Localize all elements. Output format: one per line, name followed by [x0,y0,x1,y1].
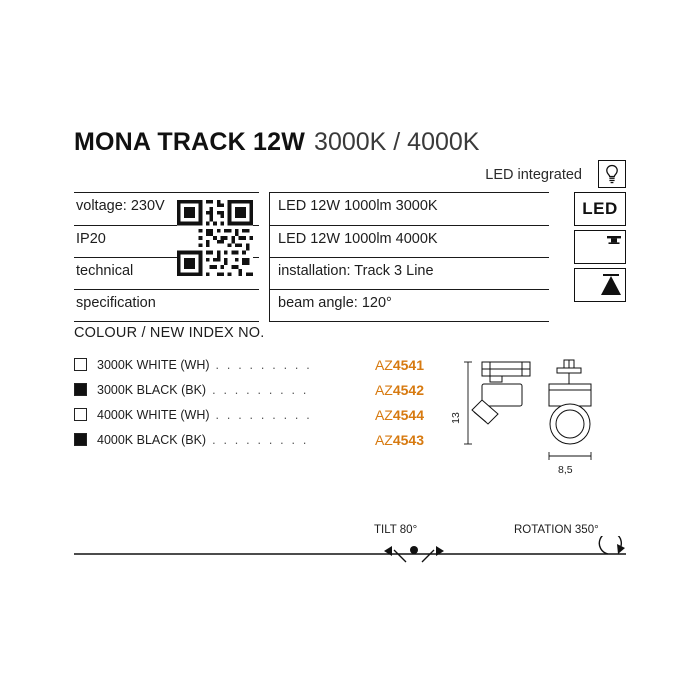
colour-swatch-black [74,433,87,446]
colour-swatch-white [74,408,87,421]
bulb-icon [598,160,626,188]
dot-leader: . . . . . . . . . [215,407,312,422]
colour-swatch-black [74,383,87,396]
beam-angle-icon [574,268,626,302]
page-title [74,128,479,157]
spec-technical-label: technical [76,263,134,279]
list-item[interactable] [74,427,424,452]
product-code[interactable]: AZ4542 [374,381,424,398]
colour-name: 4000K WHITE (WH) [97,407,210,422]
product-code[interactable]: AZ4541 [374,356,424,373]
colour-swatch-white [74,358,87,371]
tilt-label: TILT 80° [374,524,418,536]
spec-led-4000k: LED 12W 1000lm 4000K [278,231,438,247]
dimension-drawing [449,352,632,492]
feature-icons [574,192,626,306]
colour-name: 3000K BLACK (BK) [97,382,207,397]
dot-leader: . . . . . . . . . [212,382,309,397]
specification-table [74,192,626,311]
dot-leader: . . . . . . . . . [212,432,309,447]
dimension-width: 8,5 [558,464,573,476]
ceiling-mount-icon [574,230,626,264]
product-color-temperatures: 3000K / 4000K [314,128,480,156]
list-item[interactable] [74,402,424,427]
product-code[interactable]: AZ4544 [374,406,424,423]
qr-code [177,200,253,276]
led-badge-icon: LED [574,192,626,226]
dot-leader: . . . . . . . . . [215,357,312,372]
rotation-label: ROTATION 350° [514,524,599,536]
product-code[interactable]: AZ4543 [374,431,424,448]
colour-section-heading: COLOUR / NEW INDEX NO. [74,325,265,341]
spec-voltage: voltage: 230V [76,198,165,214]
spec-led-3000k: LED 12W 1000lm 3000K [278,198,438,214]
motion-indicators [74,514,626,584]
spec-installation: installation: Track 3 Line [278,263,434,279]
spec-beam-angle: beam angle: 120° [278,295,392,311]
dimension-height: 13 [449,412,462,424]
colour-index-list [74,352,424,452]
list-item[interactable] [74,377,424,402]
spec-specification-label: specification [76,295,156,311]
led-integrated-label: LED integrated [485,167,582,183]
colour-name: 3000K WHITE (WH) [97,357,210,372]
colour-name: 4000K BLACK (BK) [97,432,207,447]
product-name: MONA TRACK 12W [74,128,306,156]
list-item[interactable] [74,352,424,377]
spec-ip-rating: IP20 [76,231,106,247]
